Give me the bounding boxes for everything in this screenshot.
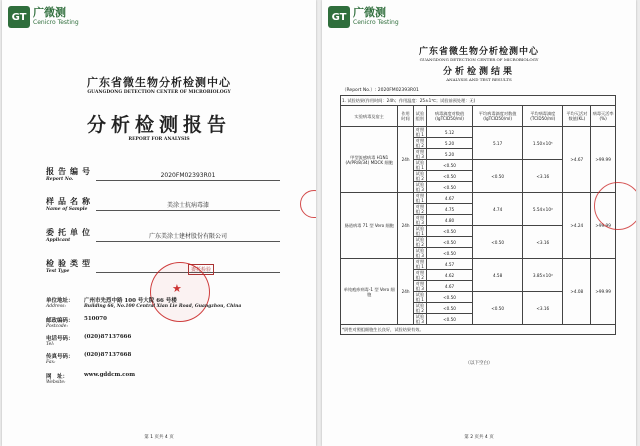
results-page [322,0,636,446]
avg-cell: <0.50 [473,226,523,259]
time-cell: 24h [398,127,413,193]
titer-cell: <0.50 [427,248,473,259]
report-cover-page [2,0,316,446]
group-cell: 试验组 3 [413,314,426,325]
titer-cell: <0.50 [427,292,473,303]
sample-name-value: 美涂士抗病毒漆 [96,202,280,211]
group-cell: 试验组 2 [413,237,426,248]
field-applicant: 委托单位 Applicant [46,227,94,243]
avg-titer-cell: <3.16 [523,160,563,193]
titer-cell: 4.80 [427,215,473,226]
titer-cell: <0.50 [427,303,473,314]
avg-cell: 4.74 [473,193,523,226]
report-no-value: 2020FM02393R01 [96,172,280,181]
kl-cell: >4.67 [563,127,591,193]
column-header: 实验病毒及宿主 [341,106,398,127]
brand-name: 广微测 [33,6,66,19]
field-sample-name: 样品名称 Name of Sample [46,196,94,212]
results-org-name-en: GUANGDONG DETECTION CENTER OF MICROBIOLOGY [419,57,539,62]
titer-cell: 4.67 [427,193,473,204]
group-cell: 对照组 1 [413,193,426,204]
rate-cell: >99.99 [591,127,616,193]
avg-titer-cell: <3.16 [523,292,563,325]
group-cell: 对照组 3 [413,281,426,292]
column-header: 病毒滴度对数值(lgTCID50/ml) [427,106,473,127]
group-cell: 对照组 1 [413,127,426,138]
titer-cell: <0.50 [427,182,473,193]
test-type-stamp: 委托检验 [188,264,214,275]
avg-titer-cell: 1.50×10⁵ [523,127,563,160]
blank-note: （以下空白） [465,361,493,366]
titer-cell: 4.75 [427,204,473,215]
titer-cell: 5.20 [427,149,473,160]
avg-titer-cell: <3.16 [523,226,563,259]
brand-name-en: Cenicro Testing [33,19,79,26]
group-cell: 对照组 2 [413,138,426,149]
group-cell: 试验组 2 [413,303,426,314]
virus-cell: 甲型流感病毒 H1N1 (A/PR/8/34) MDCK 细胞 [341,127,398,193]
titer-cell: <0.50 [427,226,473,237]
brand-mark-icon: GT [8,6,30,28]
table-row [341,127,616,138]
brand-logo [328,6,399,28]
edge-seal-icon [594,182,636,230]
info-fax: 传真号码： Fax: (020)87137668 [46,352,132,365]
brand-name-en: Cenicro Testing [353,19,399,26]
group-cell: 试验组 1 [413,160,426,171]
results-report-no: （Report No.）: 2020FM02393R01 [342,88,419,93]
group-cell: 试验组 3 [413,248,426,259]
avg-cell: 5.17 [473,127,523,160]
results-title: 分析检测结果 [442,67,515,77]
titer-cell: 4.67 [427,281,473,292]
group-cell: 对照组 2 [413,204,426,215]
titer-cell: <0.50 [427,237,473,248]
info-tel: 电话号码： Tel: (020)87137666 [46,334,132,347]
titer-cell: 4.57 [427,259,473,270]
time-cell: 24h [398,259,413,325]
group-cell: 对照组 1 [413,259,426,270]
results-title-en: ANALYSIS AND TEST RESULTS [446,77,512,82]
report-title-en: REPORT FOR ANALYSIS [128,137,190,142]
avg-titer-cell: 5.54×10⁴ [523,193,563,226]
table-row [341,259,616,270]
avg-cell: <0.50 [473,292,523,325]
group-cell: 试验组 3 [413,182,426,193]
column-header: 平均病毒滴度对数值(lgTCID50/ml) [473,106,523,127]
titer-cell: <0.50 [427,171,473,182]
page-footer: 第 2 页共 4 页 [464,435,494,440]
column-header: 平均灭活对数值(KL) [563,106,591,127]
brand-logo [8,6,79,28]
edge-seal-icon [300,190,316,218]
notes-row [341,325,616,335]
avg-titer-cell: 3.85×10⁴ [523,259,563,292]
org-name: 广东省微生物分析检测中心 [87,76,231,89]
virus-cell: 单纯疱疹病毒-1 型 Vero 细胞 [341,259,398,325]
test-conditions: 1. 试验结果(作用时间：24h；作用温度：25±1℃；试验前预处理：无) [341,96,616,106]
info-website: 网 址： Website: www.gddcm.com [46,372,136,385]
kl-cell: >4.24 [563,193,591,259]
page-footer: 第 1 页共 4 页 [144,435,174,440]
column-header: 试验组别 [413,106,426,127]
group-cell: 试验组 1 [413,226,426,237]
info-address: 单位地址： Address: 广州市先烈中路 100 号大院 66 号楼 Building 66, No.100 Central Xian Lie Road, Guangzhou, China [46,298,242,309]
titer-cell: <0.50 [427,160,473,171]
applicant-value: 广东美涂士建材股份有限公司 [96,233,280,242]
group-cell: 对照组 2 [413,270,426,281]
group-cell: 对照组 3 [413,215,426,226]
kl-cell: >4.08 [563,259,591,325]
titer-cell: 4.62 [427,270,473,281]
org-name-en: GUANGDONG DETECTION CENTER OF MICROBIOLOGY [87,90,231,95]
info-postcode: 邮政编码： Postcode: 510070 [46,316,107,329]
titer-cell: 5.20 [427,138,473,149]
field-test-type: 检验类型 Test Type [46,258,94,274]
seal-star-icon: ★ [172,282,182,295]
group-cell: 试验组 1 [413,292,426,303]
conditions-row [341,96,616,106]
virus-cell: 肠道病毒 71 型 Vero 细胞 [341,193,398,259]
report-title: 分析检测报告 [86,114,231,136]
rate-cell: >99.99 [591,193,616,259]
group-cell: 对照组 3 [413,149,426,160]
brand-mark-icon: GT [328,6,350,28]
group-cell: 试验组 2 [413,171,426,182]
table-row [341,193,616,204]
table-notes: *阴性对照组细胞生长良好，试验结果有效。 [341,325,616,335]
avg-cell: <0.50 [473,160,523,193]
brand-name: 广微测 [353,6,386,19]
table-header-row [341,106,616,127]
titer-cell: <0.50 [427,314,473,325]
avg-cell: 4.58 [473,259,523,292]
rate-cell: >99.99 [591,259,616,325]
field-report-no: 报告编号 Report No. [46,166,94,182]
column-header: 平均病毒滴度(TCID50/ml) [523,106,563,127]
column-header: 病毒灭活率(%) [591,106,616,127]
results-org-name: 广东省微生物分析检测中心 [418,47,539,57]
results-table [340,95,616,335]
column-header: 作用时间 [398,106,413,127]
titer-cell: 5.12 [427,127,473,138]
time-cell: 24h [398,193,413,259]
